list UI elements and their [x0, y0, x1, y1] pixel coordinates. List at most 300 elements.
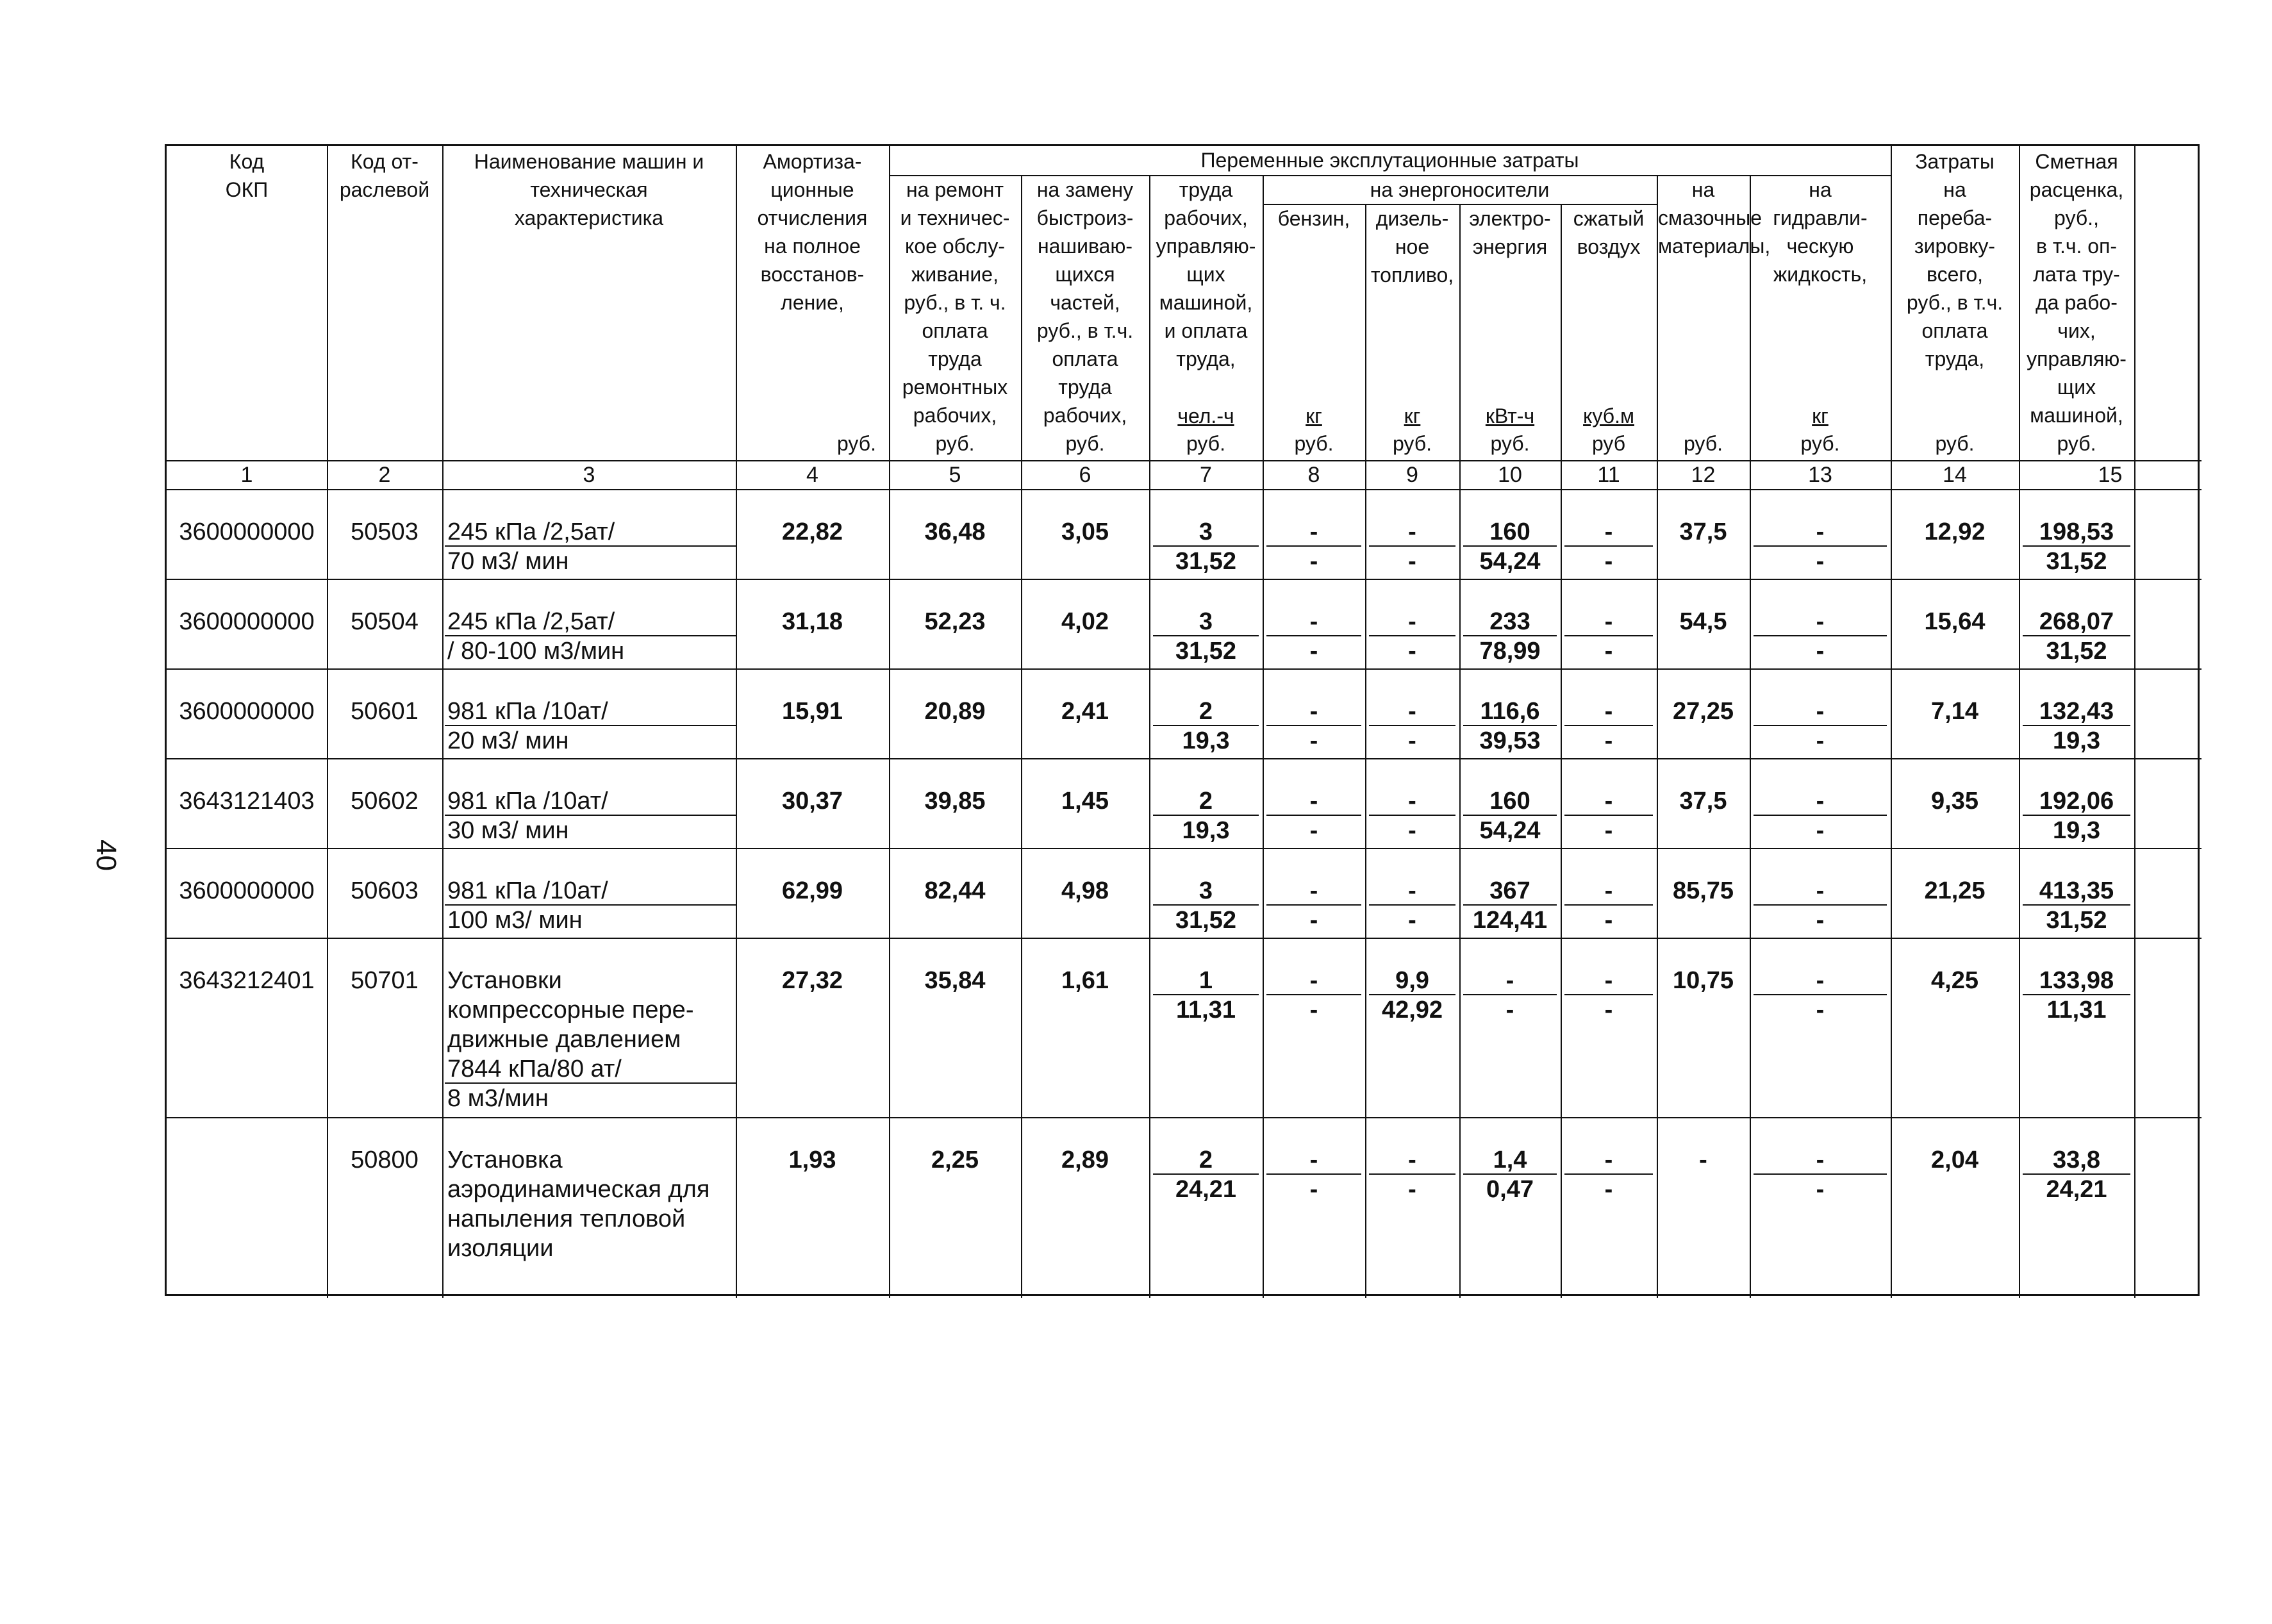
machine-name-line: Установки: [447, 967, 562, 994]
value-divider: [1153, 815, 1259, 816]
header-col15-line: Сметная: [2035, 150, 2118, 173]
lubricant-value: 54,5: [1679, 608, 1727, 635]
header-col10-unit2: руб.: [1490, 432, 1530, 455]
okp-code: 3643121403: [179, 788, 315, 815]
header-col3-line: характеристика: [514, 206, 664, 229]
air-cost-value: -: [1604, 638, 1613, 665]
repair-value: 35,84: [924, 967, 986, 994]
header-col14-unit: руб.: [1935, 432, 1975, 455]
petrol-value: -: [1309, 698, 1318, 725]
value-divider: [1369, 545, 1455, 547]
petrol-value: -: [1309, 518, 1318, 545]
electro-cost-value: 0,47: [1486, 1176, 1534, 1203]
value-divider: [1754, 545, 1887, 547]
air-cost-value: -: [1604, 727, 1613, 754]
value-divider: [2023, 1173, 2130, 1175]
petrol-value: -: [1309, 877, 1318, 904]
header-col7-line: рабочих,: [1164, 206, 1248, 229]
header-col7-line: и оплата: [1164, 319, 1248, 342]
header-col1-line: Код: [229, 150, 265, 173]
electro-cost-value: 78,99: [1479, 638, 1541, 665]
value-divider: [1564, 635, 1653, 636]
labor-hours-value: 3: [1198, 877, 1213, 904]
repair-value: 20,89: [924, 698, 986, 725]
industry-code: 50503: [351, 518, 419, 545]
header-col15-line: лата тру-: [2033, 263, 2120, 286]
header-col15-unit: руб.: [2057, 432, 2096, 455]
lubricant-value: 37,5: [1679, 788, 1727, 815]
name-underline: [445, 635, 736, 636]
air-cost-value: -: [1604, 1176, 1613, 1203]
value-divider: [1463, 815, 1557, 816]
header-col14-line: Затраты: [1915, 150, 1994, 173]
price-value: 133,98: [2039, 967, 2114, 994]
value-divider: [1266, 1173, 1361, 1175]
machine-name-line: 70 м3/ мин: [447, 548, 569, 575]
header-col7-line: труда,: [1176, 347, 1236, 370]
header-col10-line: энергия: [1472, 235, 1548, 258]
petrol-value: -: [1309, 967, 1318, 994]
repair-value: 36,48: [924, 518, 986, 545]
machine-name-line: 981 кПа /10ат/: [447, 788, 608, 815]
labor-pay-value: 24,21: [1175, 1176, 1237, 1203]
industry-code: 50701: [351, 967, 419, 994]
name-underline: [445, 815, 736, 816]
petrol-value: -: [1309, 788, 1318, 815]
diesel-value: -: [1408, 788, 1416, 815]
row-line: [167, 758, 2202, 759]
value-divider: [1369, 1173, 1455, 1175]
value-divider: [1754, 1173, 1887, 1175]
price-pay-value: 11,31: [2046, 997, 2107, 1023]
petrol-cost-value: -: [1309, 997, 1318, 1023]
header-col13-line: ческую: [1786, 235, 1854, 258]
value-divider: [1754, 635, 1887, 636]
header-col5-line: руб., в т. ч.: [904, 291, 1006, 314]
parts-value: 1,45: [1061, 788, 1109, 815]
price-pay-value: 19,3: [2053, 727, 2100, 754]
group-energy-underline: [1263, 204, 1657, 205]
value-divider: [1153, 904, 1259, 906]
diesel-value: 9,9: [1395, 967, 1429, 994]
group-variable-underline: [889, 175, 1891, 176]
machine-name-line: 20 м3/ мин: [447, 727, 569, 754]
header-col3-line: Наименование машин и: [474, 150, 704, 173]
price-value: 268,07: [2039, 608, 2114, 635]
value-divider: [1463, 725, 1557, 726]
value-divider: [1153, 635, 1259, 636]
value-divider: [2023, 815, 2130, 816]
header-col9-unit2: руб.: [1392, 432, 1432, 455]
header-col15-line: щих: [2057, 376, 2096, 399]
electro-value: 116,6: [1480, 698, 1540, 725]
value-divider: [1564, 725, 1653, 726]
header-col15-line: руб.,: [2054, 206, 2099, 229]
petrol-cost-value: -: [1309, 817, 1318, 844]
header-col5-line: ремонтных: [902, 376, 1008, 399]
labor-hours-value: 1: [1198, 967, 1213, 994]
industry-code: 50601: [351, 698, 419, 725]
header-group-energy: на энергоносители: [1370, 178, 1550, 201]
header-col13-line: на: [1809, 178, 1832, 201]
value-divider: [1369, 994, 1455, 995]
name-underline: [445, 1082, 736, 1084]
industry-code: 50800: [351, 1147, 419, 1173]
column-number: 15: [2098, 463, 2123, 487]
header-col15-line: чих,: [2057, 319, 2096, 342]
petrol-cost-value: -: [1309, 1176, 1318, 1203]
machine-name-line: Установка: [447, 1147, 563, 1173]
rebase-value: 12,92: [1924, 518, 1986, 545]
header-col6-line: рабочих,: [1043, 404, 1127, 427]
electro-cost-value: -: [1505, 997, 1514, 1023]
value-divider: [1266, 545, 1361, 547]
amortization-value: 27,32: [781, 967, 843, 994]
diesel-value: -: [1408, 1147, 1416, 1173]
header-col6-line: частей,: [1050, 291, 1120, 314]
value-divider: [1463, 994, 1557, 995]
value-divider: [2023, 725, 2130, 726]
amortization-value: 30,37: [781, 788, 843, 815]
header-col14-line: зировку-: [1914, 235, 1996, 258]
value-divider: [1266, 725, 1361, 726]
header-col15-line: управляю-: [2027, 347, 2127, 370]
value-divider: [1153, 545, 1259, 547]
petrol-cost-value: -: [1309, 727, 1318, 754]
column-number: 8: [1307, 463, 1320, 487]
okp-code: 3643212401: [179, 967, 315, 994]
repair-value: 82,44: [924, 877, 986, 904]
lubricant-value: 37,5: [1679, 518, 1727, 545]
page-number: 40: [90, 840, 122, 871]
column-number: 11: [1597, 463, 1620, 487]
column-number: 9: [1406, 463, 1418, 487]
header-col13-unit1: кг: [1812, 404, 1828, 427]
industry-code: 50602: [351, 788, 419, 815]
okp-code: 3600000000: [179, 698, 315, 725]
header-col13-line: гидравли-: [1773, 206, 1868, 229]
machine-name-line: 7844 кПа/80 ат/: [447, 1056, 622, 1082]
electro-value: -: [1505, 967, 1514, 994]
column-number: 12: [1691, 463, 1716, 487]
labor-pay-value: 31,52: [1175, 907, 1237, 934]
value-divider: [1564, 904, 1653, 906]
header-col7-line: щих: [1186, 263, 1225, 286]
header-col4-unit: руб.: [836, 432, 876, 455]
header-col2-line: раслевой: [339, 178, 430, 201]
header-col4-line: отчисления: [757, 206, 868, 229]
column-number: 4: [806, 463, 818, 487]
okp-code: 3600000000: [179, 608, 315, 635]
rebase-value: 7,14: [1931, 698, 1978, 725]
header-col6-line: оплата: [1052, 347, 1118, 370]
hydraulic-cost-value: -: [1816, 727, 1825, 754]
machine-name-line: 30 м3/ мин: [447, 817, 569, 844]
air-cost-value: -: [1604, 548, 1613, 575]
header-group-variable: Переменные эксплутационные затраты: [1200, 149, 1579, 172]
electro-cost-value: 54,24: [1479, 817, 1541, 844]
hydraulic-cost-value: -: [1816, 907, 1825, 934]
amortization-value: 62,99: [781, 877, 843, 904]
diesel-value: -: [1408, 518, 1416, 545]
column-number: 1: [240, 463, 253, 487]
header-col5-line: оплата: [922, 319, 988, 342]
electro-cost-value: 39,53: [1479, 727, 1541, 754]
name-underline: [445, 545, 736, 547]
air-value: -: [1604, 518, 1613, 545]
header-col5-line: рабочих,: [913, 404, 997, 427]
industry-code: 50504: [351, 608, 419, 635]
machine-name-line: 100 м3/ мин: [447, 907, 583, 934]
value-divider: [2023, 635, 2130, 636]
price-value: 413,35: [2039, 877, 2114, 904]
header-col8-line: бензин,: [1277, 207, 1350, 230]
okp-code: 3600000000: [179, 877, 315, 904]
hydraulic-cost-value: -: [1816, 817, 1825, 844]
price-pay-value: 31,52: [2046, 548, 2107, 575]
price-value: 132,43: [2039, 698, 2114, 725]
value-divider: [1266, 904, 1361, 906]
electro-value: 160: [1489, 518, 1530, 545]
industry-code: 50603: [351, 877, 419, 904]
header-col10-unit1: кВт-ч: [1485, 404, 1535, 427]
hydraulic-cost-value: -: [1816, 548, 1825, 575]
header-col2-line: Код от-: [351, 150, 419, 173]
hydraulic-value: -: [1816, 608, 1825, 635]
header-col6-unit: руб.: [1065, 432, 1105, 455]
column-number: 10: [1498, 463, 1522, 487]
value-divider: [1754, 904, 1887, 906]
hydraulic-value: -: [1816, 967, 1825, 994]
header-col14-line: руб., в т.ч.: [1906, 291, 2003, 314]
repair-value: 2,25: [931, 1147, 979, 1173]
machine-name-line: напыления тепловой: [447, 1206, 686, 1232]
header-col13-line: жидкость,: [1773, 263, 1868, 286]
column-line: [1657, 175, 1658, 1298]
air-cost-value: -: [1604, 997, 1613, 1023]
lubricant-value: 85,75: [1672, 877, 1734, 904]
header-col11-unit2: руб: [1591, 432, 1626, 455]
machine-name-line: 8 м3/мин: [447, 1085, 549, 1112]
amortization-value: 15,91: [781, 698, 843, 725]
value-divider: [1369, 725, 1455, 726]
petrol-cost-value: -: [1309, 548, 1318, 575]
name-underline: [445, 725, 736, 726]
header-col14-line: всего,: [1926, 263, 1984, 286]
value-divider: [1463, 635, 1557, 636]
price-pay-value: 31,52: [2046, 638, 2107, 665]
diesel-cost-value: -: [1408, 727, 1416, 754]
header-col13-unit2: руб.: [1800, 432, 1840, 455]
petrol-value: -: [1309, 1147, 1318, 1173]
diesel-cost-value: -: [1408, 638, 1416, 665]
header-col6-line: руб., в т.ч.: [1036, 319, 1134, 342]
column-number: 5: [949, 463, 961, 487]
diesel-value: -: [1408, 608, 1416, 635]
value-divider: [1266, 994, 1361, 995]
value-divider: [1463, 904, 1557, 906]
hydraulic-value: -: [1816, 518, 1825, 545]
machine-name-line: движные давлением: [447, 1026, 681, 1053]
petrol-cost-value: -: [1309, 638, 1318, 665]
value-divider: [1564, 545, 1653, 547]
electro-cost-value: 54,24: [1479, 548, 1541, 575]
header-col5-line: и техничес-: [900, 206, 1010, 229]
parts-value: 2,41: [1061, 698, 1109, 725]
electro-value: 233: [1489, 608, 1530, 635]
header-col5-unit: руб.: [935, 432, 975, 455]
value-divider: [1754, 815, 1887, 816]
value-divider: [1266, 815, 1361, 816]
labor-pay-value: 31,52: [1175, 638, 1237, 665]
header-col6-line: на замену: [1036, 178, 1134, 201]
diesel-value: -: [1408, 698, 1416, 725]
labor-hours-value: 2: [1198, 698, 1213, 725]
header-col7-line: труда: [1179, 178, 1233, 201]
petrol-value: -: [1309, 608, 1318, 635]
hydraulic-value: -: [1816, 788, 1825, 815]
column-line: [2134, 146, 2135, 1298]
diesel-cost-value: -: [1408, 907, 1416, 934]
column-number: 6: [1079, 463, 1091, 487]
header-col3-line: техническая: [530, 178, 648, 201]
header-col12-line: на: [1691, 178, 1715, 201]
value-divider: [1463, 1173, 1557, 1175]
header-col12-line: материалы,: [1658, 235, 1771, 258]
amortization-value: 31,18: [781, 608, 843, 635]
value-divider: [1266, 635, 1361, 636]
machine-name-line: 245 кПа /2,5ат/: [447, 608, 615, 635]
header-col5-line: труда: [928, 347, 982, 370]
name-underline: [445, 904, 736, 906]
air-value: -: [1604, 877, 1613, 904]
header-col4-line: восстанов-: [760, 263, 865, 286]
labor-pay-value: 19,3: [1182, 817, 1230, 844]
header-col15-line: да рабо-: [2036, 291, 2118, 314]
row-line: [167, 938, 2202, 939]
air-value: -: [1604, 967, 1613, 994]
header-col5-line: живание,: [911, 263, 999, 286]
value-divider: [1153, 994, 1259, 995]
header-col8-unit1: кг: [1306, 404, 1322, 427]
header-bottom-line: [167, 460, 2202, 461]
value-divider: [1754, 994, 1887, 995]
value-divider: [1369, 904, 1455, 906]
header-col11-unit1: куб.м: [1583, 404, 1634, 427]
hydraulic-cost-value: -: [1816, 1176, 1825, 1203]
hydraulic-cost-value: -: [1816, 997, 1825, 1023]
amortization-value: 1,93: [788, 1147, 836, 1173]
lubricant-value: -: [1699, 1147, 1707, 1173]
machine-name-line: 245 кПа /2,5ат/: [447, 518, 615, 545]
air-cost-value: -: [1604, 817, 1613, 844]
column-line: [442, 146, 444, 1298]
header-col5-line: кое обслу-: [905, 235, 1005, 258]
header-col4-line: Амортиза-: [763, 150, 862, 173]
value-divider: [1564, 815, 1653, 816]
value-divider: [1564, 1173, 1653, 1175]
header-col6-line: труда: [1058, 376, 1112, 399]
diesel-cost-value: 42,92: [1381, 997, 1443, 1023]
value-divider: [2023, 994, 2130, 995]
petrol-cost-value: -: [1309, 907, 1318, 934]
parts-value: 4,98: [1061, 877, 1109, 904]
value-divider: [2023, 545, 2130, 547]
value-divider: [1564, 994, 1653, 995]
header-col5-line: на ремонт: [906, 178, 1004, 201]
repair-value: 52,23: [924, 608, 986, 635]
column-number: 2: [378, 463, 391, 487]
machine-name-line: аэродинамическая для: [447, 1176, 710, 1203]
rebase-value: 2,04: [1931, 1147, 1978, 1173]
header-col11-line: воздух: [1577, 235, 1641, 258]
header-col4-line: ционные: [770, 178, 854, 201]
labor-pay-value: 19,3: [1182, 727, 1230, 754]
header-col15-line: машиной,: [2030, 404, 2123, 427]
air-value: -: [1604, 698, 1613, 725]
header-col14-line: переба-: [1917, 206, 1993, 229]
hydraulic-value: -: [1816, 1147, 1825, 1173]
column-line: [1021, 175, 1022, 1298]
electro-value: 160: [1489, 788, 1530, 815]
header-col4-line: ление,: [781, 291, 844, 314]
price-value: 33,8: [2053, 1147, 2100, 1173]
header-col11-line: сжатый: [1573, 207, 1645, 230]
price-pay-value: 19,3: [2053, 817, 2100, 844]
electro-value: 1,4: [1493, 1147, 1527, 1173]
header-col7-line: машиной,: [1159, 291, 1253, 314]
header-col9-unit1: кг: [1404, 404, 1421, 427]
diesel-cost-value: -: [1408, 548, 1416, 575]
column-number: 7: [1200, 463, 1212, 487]
price-pay-value: 31,52: [2046, 907, 2107, 934]
diesel-cost-value: -: [1408, 1176, 1416, 1203]
labor-hours-value: 2: [1198, 788, 1213, 815]
labor-hours-value: 2: [1198, 1147, 1213, 1173]
parts-value: 4,02: [1061, 608, 1109, 635]
value-divider: [2023, 904, 2130, 906]
header-col12-unit: руб.: [1683, 432, 1723, 455]
value-divider: [1153, 1173, 1259, 1175]
diesel-value: -: [1408, 877, 1416, 904]
rebase-value: 9,35: [1931, 788, 1978, 815]
diesel-cost-value: -: [1408, 817, 1416, 844]
header-col14-line: на: [1943, 178, 1966, 201]
row-line: [167, 1117, 2202, 1118]
air-value: -: [1604, 788, 1613, 815]
header-col9-line: топливо,: [1370, 263, 1454, 286]
header-col15-line: в т.ч. оп-: [2036, 235, 2118, 258]
value-divider: [1463, 545, 1557, 547]
price-value: 198,53: [2039, 518, 2114, 545]
okp-code: 3600000000: [179, 518, 315, 545]
repair-value: 39,85: [924, 788, 986, 815]
machine-name-line: изоляции: [447, 1235, 554, 1262]
labor-pay-value: 11,31: [1176, 997, 1236, 1023]
column-number: 3: [583, 463, 595, 487]
rebase-value: 4,25: [1931, 967, 1978, 994]
air-value: -: [1604, 608, 1613, 635]
header-col7-unit2: руб.: [1186, 432, 1225, 455]
header-col6-line: быстроиз-: [1036, 206, 1134, 229]
machine-name-line: компрессорные пере-: [447, 997, 694, 1023]
header-col6-line: нашиваю-: [1037, 235, 1133, 258]
value-divider: [1369, 815, 1455, 816]
air-cost-value: -: [1604, 907, 1613, 934]
amortization-value: 22,82: [781, 518, 843, 545]
header-col8-unit2: руб.: [1294, 432, 1334, 455]
header-col10-line: электро-: [1469, 207, 1551, 230]
